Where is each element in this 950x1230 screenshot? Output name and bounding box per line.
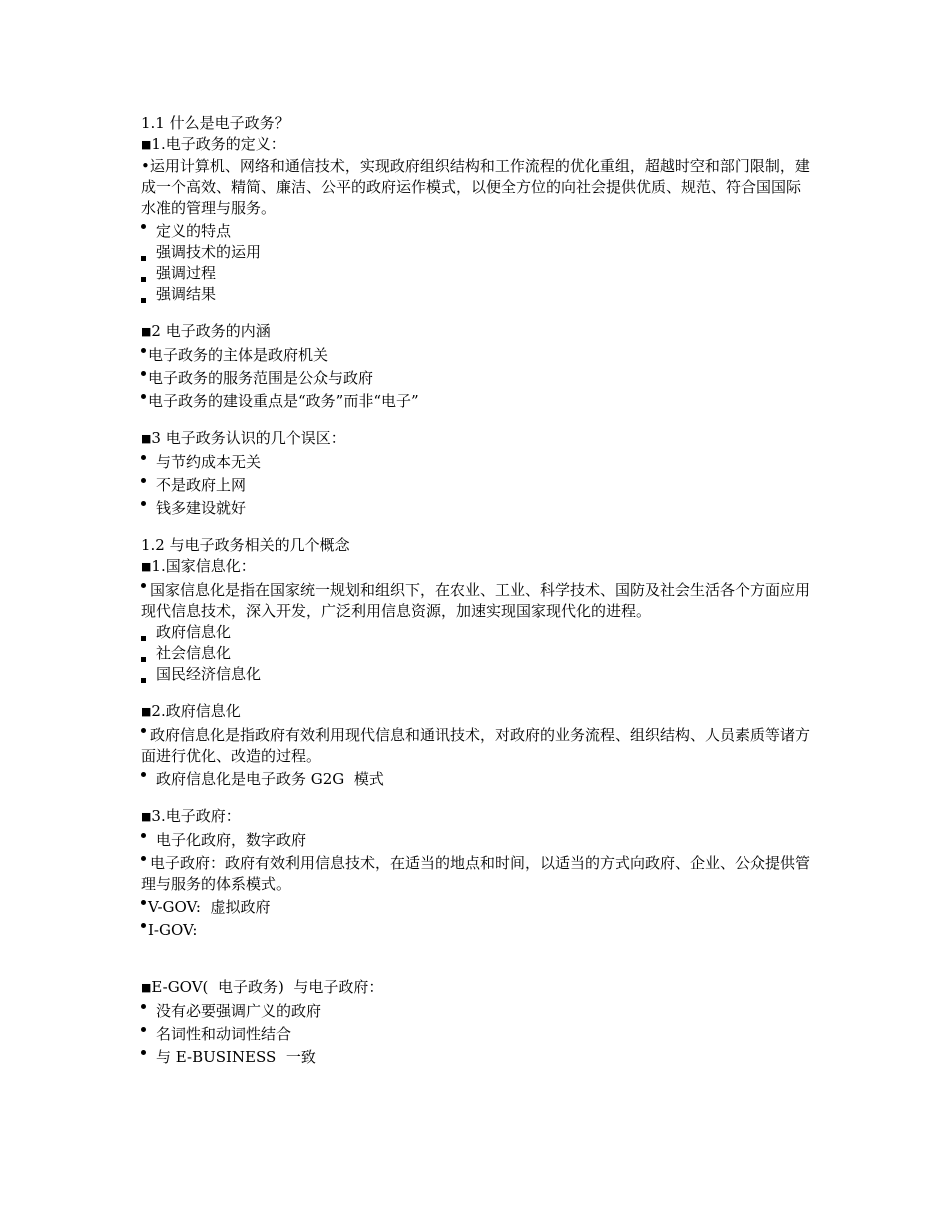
square-bullet-icon: ■ — [141, 325, 152, 338]
square-bullet-icon: ■ — [141, 705, 152, 718]
list-item: 政府信息化 — [141, 622, 813, 643]
small-dot-icon: • — [141, 157, 150, 175]
list-item: 钱多建设就好 — [141, 498, 813, 519]
dot-bullet-icon — [141, 371, 146, 376]
dot-bullet-icon — [141, 501, 146, 506]
subheading: ■2.政府信息化 — [141, 702, 241, 720]
list-item: 政府信息化是电子政务 G2G 模式 — [141, 769, 813, 790]
dot-bullet-icon — [141, 224, 146, 229]
list-item: 强调结果 — [141, 284, 813, 305]
list-item: 不是政府上网 — [141, 475, 813, 496]
subheading: ■2 电子政务的内涵 — [141, 322, 271, 340]
paragraph: •运用计算机、网络和通信技术，实现政府组织结构和工作流程的优化重组，超越时空和部门限制，建成一个高效、精简、廉洁、公平的政府运作模式，以便全方位的向社会提供优质、规范、符合国国际水准的管理与服务。 — [141, 157, 810, 217]
list-item: 电子政务的建设重点是“政务”而非“电子” — [141, 391, 813, 412]
list-item: I-GOV: — [141, 920, 813, 941]
dot-bullet-icon — [141, 923, 146, 928]
dot-bullet-icon — [141, 1004, 146, 1009]
square-bullet-icon — [141, 256, 146, 261]
dot-bullet-icon — [141, 728, 146, 733]
list-item: 与节约成本无关 — [141, 452, 813, 473]
list-item: 没有必要强调广义的政府 — [141, 1001, 813, 1022]
square-bullet-icon: ■ — [141, 138, 152, 151]
document-content — [141, 113, 813, 1068]
list-item: 强调技术的运用 — [141, 242, 813, 263]
dot-bullet-icon — [141, 856, 146, 861]
square-bullet-icon: ■ — [141, 981, 152, 994]
list-item: 电子化政府，数字政府 — [141, 830, 813, 851]
subheading: ■E-GOV( 电子政务) 与电子政府： — [141, 978, 384, 996]
subheading: ■3.电子政府： — [141, 807, 241, 825]
dot-bullet-icon — [141, 348, 146, 353]
subheading: ■1.国家信息化： — [141, 557, 256, 575]
square-bullet-icon — [141, 678, 146, 683]
dot-bullet-icon — [141, 394, 146, 399]
list-item: 电子政务的服务范围是公众与政府 — [141, 368, 813, 389]
section-title: 1.1 什么是电子政务？ — [141, 114, 290, 132]
square-bullet-icon: ■ — [141, 560, 152, 573]
square-bullet-icon — [141, 298, 146, 303]
paragraph: 电子政府：政府有效利用信息技术，在适当的地点和时间，以适当的方式向政府、企业、公众提供管理与服务的体系模式。 — [141, 854, 811, 893]
dot-bullet-icon — [141, 772, 146, 777]
dot-bullet-icon — [141, 583, 146, 588]
paragraph: 国家信息化是指在国家统一规划和组织下，在农业、工业、科学技术、国防及社会生活各个方面应用现代信息技术，深入开发，广泛利用信息资源，加速实现国家现代化的进程。 — [141, 581, 811, 620]
dot-bullet-icon — [141, 900, 146, 905]
list-item: 国民经济信息化 — [141, 664, 813, 685]
square-bullet-icon — [141, 657, 146, 662]
subheading: ■3 电子政务认识的几个误区： — [141, 429, 346, 447]
list-item: 名词性和动词性结合 — [141, 1024, 813, 1045]
dot-bullet-icon — [141, 1027, 146, 1032]
square-bullet-icon — [141, 636, 146, 641]
list-item: V-GOV: 虚拟政府 — [141, 897, 813, 918]
list-item: 强调过程 — [141, 263, 813, 284]
dot-bullet-icon — [141, 833, 146, 838]
square-bullet-icon: ■ — [141, 432, 152, 445]
list-item: 社会信息化 — [141, 643, 813, 664]
list-item: 与 E-BUSINESS 一致 — [141, 1047, 813, 1068]
square-bullet-icon: ■ — [141, 810, 152, 823]
dot-bullet-icon — [141, 478, 146, 483]
subheading: ■1.电子政务的定义： — [141, 135, 286, 153]
section-title: 1.2 与电子政务相关的几个概念 — [141, 536, 350, 554]
square-bullet-icon — [141, 277, 146, 282]
list-item: 定义的特点 — [141, 221, 813, 242]
dot-bullet-icon — [141, 455, 146, 460]
paragraph: 政府信息化是指政府有效利用现代信息和通讯技术，对政府的业务流程、组织结构、人员素质等诸方面进行优化、改造的过程。 — [141, 726, 811, 765]
dot-bullet-icon — [141, 1050, 146, 1055]
list-item: 电子政务的主体是政府机关 — [141, 345, 813, 366]
